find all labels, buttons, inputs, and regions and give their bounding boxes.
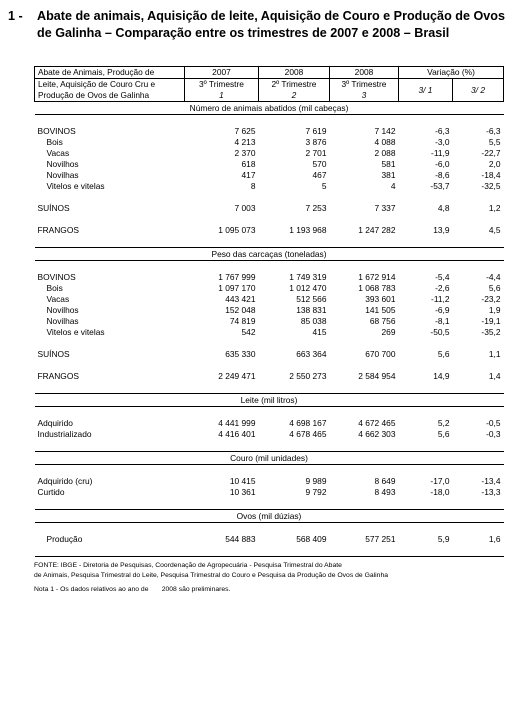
row-value: -6,0 <box>435 159 450 169</box>
row-label: SUÍNOS <box>37 349 70 359</box>
row-value: -0,5 <box>486 418 501 428</box>
spacer-row <box>35 440 504 452</box>
title-number: 1 - <box>8 9 23 23</box>
row-label: Vitelos e vitelas <box>46 181 105 191</box>
row-label: Novilhos <box>46 159 79 169</box>
row-value: 417 <box>241 170 256 180</box>
row-value: 5,5 <box>488 137 501 147</box>
row-value: 74 819 <box>229 316 256 326</box>
row-value: 635 330 <box>225 349 256 359</box>
row-value: 68 756 <box>369 316 396 326</box>
spacer-row <box>35 498 504 510</box>
header-quarter-1: 3º Trimestre <box>185 79 259 91</box>
table-row <box>35 225 504 236</box>
row-value: 4 441 999 <box>218 418 256 428</box>
row-value: -50,5 <box>430 327 450 337</box>
row-value: 5,6 <box>437 349 450 359</box>
row-value: 85 038 <box>300 316 327 326</box>
header-year-1: 2007 <box>185 67 259 79</box>
row-value: 14,9 <box>433 371 450 381</box>
header-label-line2: Leite, Aquisição de Couro Cru e <box>35 79 185 91</box>
row-value: -19,1 <box>481 316 501 326</box>
row-value: 467 <box>312 170 327 180</box>
row-value: -22,7 <box>481 148 501 158</box>
row-value: 2 249 471 <box>218 371 256 381</box>
source-line-1: FONTE: IBGE - Diretoria de Pesquisas, Coordenação de Agropecuária - Pesquisa Trimestral do Abate <box>34 562 342 569</box>
row-label: FRANGOS <box>37 225 79 235</box>
row-value: 1 749 319 <box>289 272 327 282</box>
row-value: 7 142 <box>374 126 396 136</box>
spacer-row <box>35 545 504 557</box>
section-title: Leite (mil litros) <box>35 394 504 407</box>
row-value: 8 649 <box>374 476 396 486</box>
row-value: -11,2 <box>431 294 450 304</box>
row-value: 670 700 <box>365 349 396 359</box>
row-value: -4,4 <box>486 272 501 282</box>
header-ratio-1: 3/ 1 <box>399 79 453 102</box>
row-value: 1 097 170 <box>218 283 256 293</box>
header-ratio-2: 3/ 2 <box>453 79 504 102</box>
row-value: 2 701 <box>305 148 327 158</box>
row-value: 5,6 <box>437 429 450 439</box>
row-value: -6,3 <box>486 126 501 136</box>
table-row <box>35 283 504 294</box>
header-quarter-3: 3º Trimestre <box>330 79 399 91</box>
row-value: 3 876 <box>305 137 327 147</box>
table-row <box>35 126 504 137</box>
row-value: -2,6 <box>435 283 450 293</box>
row-value: 393 601 <box>365 294 396 304</box>
row-value: 2 088 <box>374 148 396 158</box>
row-label: Adquirido <box>37 418 73 428</box>
row-value: 7 337 <box>374 203 396 213</box>
row-value: 2 370 <box>234 148 256 158</box>
row-value: 618 <box>241 159 256 169</box>
spacer-row <box>35 465 504 477</box>
table-row <box>35 418 504 429</box>
section-title: Peso das carcaças (toneladas) <box>35 248 504 261</box>
row-value: 4 662 303 <box>358 429 396 439</box>
row-label: FRANGOS <box>37 371 79 381</box>
spacer-row <box>35 192 504 203</box>
row-label: Curtido <box>37 487 65 497</box>
row-value: 4,5 <box>488 225 501 235</box>
header-quarter-index-1: 1 <box>185 90 259 102</box>
row-value: 5 <box>321 181 327 191</box>
spacer-row <box>35 214 504 225</box>
row-value: 5,2 <box>437 418 450 428</box>
row-value: -0,3 <box>486 429 501 439</box>
row-value: 13,9 <box>433 225 450 235</box>
row-value: 8 493 <box>374 487 396 497</box>
row-value: -53,7 <box>430 181 450 191</box>
row-value: 5,6 <box>488 283 501 293</box>
row-value: -13,4 <box>481 476 501 486</box>
header-label-line1: Abate de Animais, Produção de <box>35 67 185 79</box>
row-value: 8 <box>250 181 256 191</box>
row-value: -18,0 <box>430 487 450 497</box>
row-label: Vacas <box>46 148 70 158</box>
row-value: -13,3 <box>481 487 501 497</box>
spacer-row <box>35 261 504 273</box>
row-value: -6,9 <box>435 305 450 315</box>
spacer-row <box>35 236 504 248</box>
row-value: 9 989 <box>305 476 327 486</box>
row-value: 9 792 <box>305 487 327 497</box>
row-value: 4 416 401 <box>218 429 256 439</box>
row-value: 2,0 <box>488 159 501 169</box>
header-year-3: 2008 <box>330 67 399 79</box>
row-value: 141 505 <box>365 305 396 315</box>
table-row <box>35 327 504 338</box>
spacer-row <box>35 115 504 127</box>
row-value: 443 421 <box>225 294 256 304</box>
row-value: -23,2 <box>481 294 501 304</box>
row-value: 577 251 <box>365 534 396 544</box>
row-value: 1 247 282 <box>358 225 396 235</box>
row-value: 10 361 <box>229 487 256 497</box>
row-value: 269 <box>381 327 396 337</box>
table-row <box>35 159 504 170</box>
section-header <box>35 394 504 407</box>
row-label: Industrializado <box>37 429 92 439</box>
source-line-2: de Animais, Pesquisa Trimestral do Leite, Pesquisa Trimestral do Couro e Pesquisa da Produção de Ovos de Galinha <box>34 572 389 579</box>
table-row <box>35 294 504 305</box>
title-text: Abate de animais, Aquisição de leite, Aquisição de Couro e Produção de Ovos de Galinha – Comparação entre os trimestres de 2007 e 2008 – Brasil <box>37 9 505 40</box>
row-value: 152 048 <box>225 305 256 315</box>
header-label-line3: Produção de Ovos de Galinha <box>35 90 185 102</box>
section-title: Número de animais abatidos (mil cabeças) <box>35 102 504 115</box>
row-value: -8,1 <box>435 316 450 326</box>
table-row <box>35 137 504 148</box>
row-label: Vitelos e vitelas <box>46 327 105 337</box>
row-value: -5,4 <box>435 272 450 282</box>
row-label: SUÍNOS <box>37 203 70 213</box>
row-value: 4 672 465 <box>358 418 396 428</box>
row-value: -17,0 <box>430 476 450 486</box>
spacer-row <box>35 382 504 394</box>
row-value: 1 767 999 <box>218 272 256 282</box>
row-value: 7 253 <box>305 203 327 213</box>
table-row <box>35 429 504 440</box>
table-row <box>35 272 504 283</box>
footnote: Nota 1 - Os dados relativos ao ano de 2008 são preliminares. <box>34 586 231 593</box>
row-value: 5,9 <box>437 534 450 544</box>
row-value: 568 409 <box>296 534 327 544</box>
row-label: BOVINOS <box>37 272 76 282</box>
table-row <box>35 203 504 214</box>
table-row <box>35 305 504 316</box>
row-value: 4 213 <box>234 137 256 147</box>
row-value: 4 698 167 <box>289 418 327 428</box>
row-value: -35,2 <box>481 327 501 337</box>
row-value: 381 <box>381 170 396 180</box>
table-row <box>35 316 504 327</box>
header-quarter-index-2: 2 <box>259 90 330 102</box>
row-value: 4 678 465 <box>289 429 327 439</box>
row-value: 1,4 <box>488 371 501 381</box>
table-row <box>35 371 504 382</box>
row-value: 581 <box>381 159 396 169</box>
row-value: 10 415 <box>229 476 256 486</box>
row-value: 2 550 273 <box>289 371 327 381</box>
table-row <box>35 181 504 192</box>
row-value: 1 068 783 <box>358 283 396 293</box>
row-label: Bois <box>46 283 63 293</box>
row-value: 1 672 914 <box>358 272 396 282</box>
row-value: 7 003 <box>234 203 256 213</box>
section-header <box>35 102 504 115</box>
spacer-row <box>35 338 504 349</box>
row-value: 1 193 968 <box>289 225 327 235</box>
row-value: 7 625 <box>234 126 256 136</box>
row-label: Novilhas <box>46 170 79 180</box>
row-value: 1,1 <box>488 349 501 359</box>
row-label: Bois <box>46 137 63 147</box>
row-value: -6,3 <box>435 126 450 136</box>
row-label: Produção <box>46 534 83 544</box>
header-year-2: 2008 <box>259 67 330 79</box>
row-value: 1,9 <box>488 305 501 315</box>
data-table <box>34 66 504 557</box>
footer <box>34 561 388 595</box>
row-label: Novilhas <box>46 316 79 326</box>
row-value: 512 566 <box>296 294 327 304</box>
table-row <box>35 148 504 159</box>
row-value: -18,4 <box>481 170 501 180</box>
row-value: 2 584 954 <box>358 371 396 381</box>
row-value: 415 <box>312 327 327 337</box>
table-row <box>35 476 504 487</box>
row-value: 138 831 <box>296 305 327 315</box>
section-header <box>35 452 504 465</box>
header-quarter-2: 2º Trimestre <box>259 79 330 91</box>
row-value: 663 364 <box>296 349 327 359</box>
row-label: Novilhos <box>46 305 79 315</box>
header-variation: Variação (%) <box>399 67 504 79</box>
table-row <box>35 349 504 360</box>
section-header <box>35 510 504 523</box>
row-value: 1,6 <box>488 534 501 544</box>
spacer-row <box>35 407 504 419</box>
row-value: 544 883 <box>225 534 256 544</box>
section-title: Ovos (mil dúzias) <box>35 510 504 523</box>
header-quarter-index-3: 3 <box>330 90 399 102</box>
section-header <box>35 248 504 261</box>
row-value: -3,0 <box>435 137 450 147</box>
table-row <box>35 534 504 545</box>
spacer-row <box>35 360 504 371</box>
spacer-row <box>35 523 504 535</box>
row-value: 542 <box>241 327 256 337</box>
section-title: Couro (mil unidades) <box>35 452 504 465</box>
row-value: 7 619 <box>305 126 327 136</box>
row-value: 1 012 470 <box>289 283 327 293</box>
row-label: BOVINOS <box>37 126 76 136</box>
row-value: -8,6 <box>435 170 450 180</box>
row-value: 1 095 073 <box>218 225 256 235</box>
row-value: -11,9 <box>431 148 450 158</box>
row-value: -32,5 <box>481 181 501 191</box>
row-value: 4,8 <box>437 203 450 213</box>
row-value: 4 <box>390 181 396 191</box>
data-table-wrapper <box>34 66 503 557</box>
row-value: 1,2 <box>488 203 501 213</box>
table-row <box>35 170 504 181</box>
row-label: Adquirido (cru) <box>37 476 93 486</box>
row-value: 570 <box>312 159 327 169</box>
table-row <box>35 487 504 498</box>
row-value: 4 088 <box>374 137 396 147</box>
row-label: Vacas <box>46 294 70 304</box>
